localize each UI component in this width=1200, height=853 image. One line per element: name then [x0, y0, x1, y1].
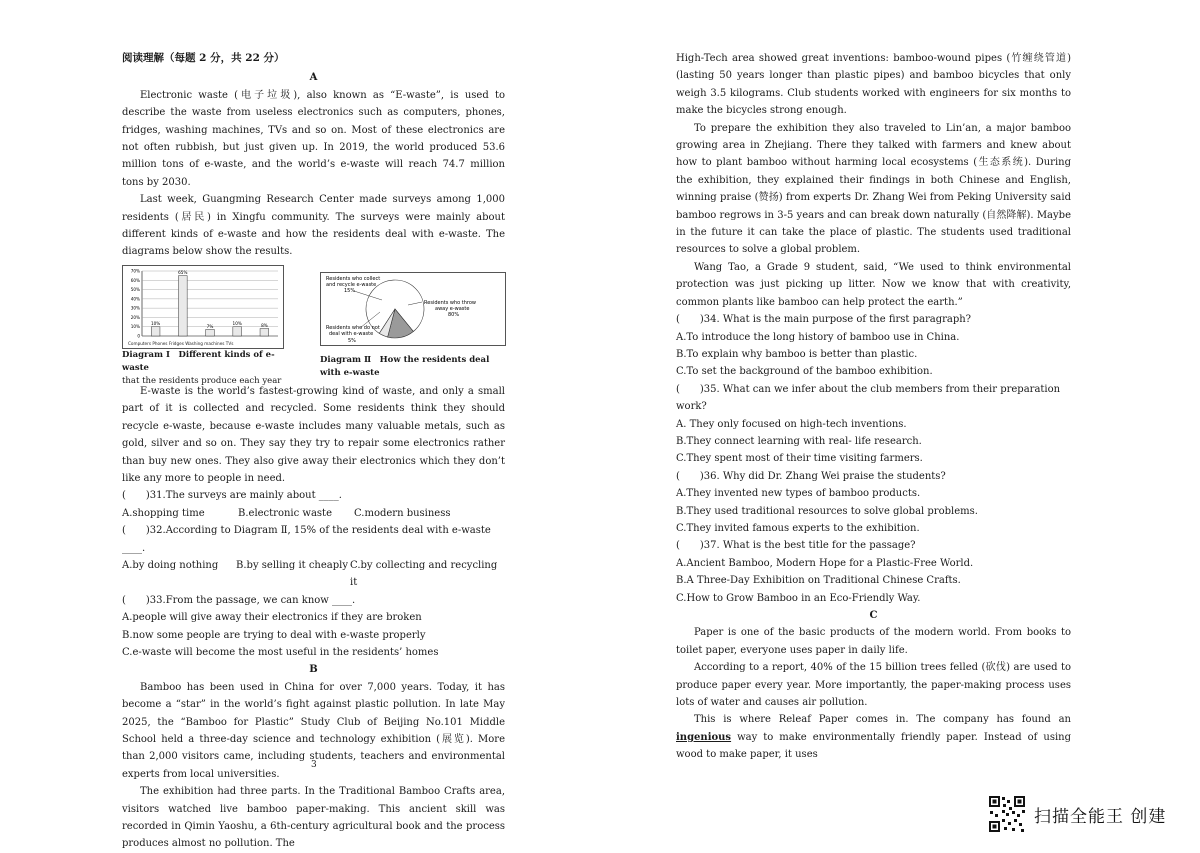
passage-c-letter: C: [869, 610, 878, 621]
bar-chart-y-tick: 60%: [130, 277, 140, 283]
scanner-watermark-text: 扫描全能王 创建: [1034, 806, 1167, 827]
question-33-option-b: B.now some people are trying to deal with e-waste properly: [122, 629, 426, 641]
bar-phones: [178, 276, 187, 336]
passage-b-paragraph-2: The exhibition had three parts. In the Traditional Bamboo Crafts area, visitors watched live bamboo paper-making. This ancient skill was recorded in Qimin Yaoshu, a 6th-century agricultural book and the process produces almost no pollution. The: [122, 786, 505, 850]
diagram-1-caption-line-2: that the residents produce each year: [122, 375, 282, 386]
bar-chart-y-tick: 0: [137, 333, 140, 339]
passage-a-paragraph-2: Last week, Guangming Research Center made surveys among 1,000 residents (居民) in Xingfu community. The surveys were mainly about different kinds of e-waste and how the residents deal with e-waste. The diagrams below show the results.: [122, 194, 505, 258]
bar-washing-machines: [233, 327, 242, 336]
passage-b-letter: B: [309, 664, 318, 676]
bar-chart-y-tick: 70%: [130, 268, 140, 274]
diagram-2: [320, 272, 506, 380]
question-37-option-c: C.How to Grow Bamboo in an Eco-Friendly Way.: [676, 592, 921, 604]
bar-tvs: [260, 328, 269, 335]
passage-a-letter: A: [309, 72, 318, 84]
question-37-option-a: A.Ancient Bamboo, Modern Hope for a Plastic-Free World.: [676, 557, 974, 569]
question-34-option-b: B.To explain why bamboo is better than plastic.: [676, 348, 918, 360]
bar-chart-y-tick: 10%: [130, 324, 140, 330]
passage-c-paragraph-3: This is where Releaf Paper comes in. The company has found an ingenious way to make environmentally friendly paper. Instead of using wood to make paper, it uses: [676, 714, 1071, 761]
question-31-option-c: C.modern business: [354, 507, 451, 519]
question-31-option-a: A.shopping time: [122, 507, 205, 519]
ingenious-word: ingenious: [676, 731, 732, 743]
pie-chart: [320, 272, 506, 346]
page-number: 3: [311, 760, 317, 770]
diagram-1: [122, 265, 284, 388]
passage-c-paragraph-2: According to a report, 40% of the 15 billion trees felled (砍伐) are used to produce paper every year. More importantly, the paper-making process uses lots of water and causes air pollution.: [676, 662, 1071, 709]
qr-code-icon: [988, 795, 1026, 833]
question-35-option-a: A. They only focused on high-tech inventions.: [676, 418, 907, 430]
pie-label-throw-pct: 80%: [448, 311, 460, 318]
question-36-option-b: B.They used traditional resources to solve global problems.: [676, 505, 978, 517]
question-32-options: [122, 557, 505, 592]
question-36-option-a: A.They invented new types of bamboo products.: [676, 488, 921, 500]
question-37: ( )37. What is the best title for the passage?: [676, 540, 916, 552]
diagram-2-caption: Diagram Ⅱ How the residents deal with e-waste: [320, 354, 490, 378]
passage-b-paragraph-4: Wang Tao, a Grade 9 student, said, “We used to think environmental protection was just picking up litter. Now we know that with creativity, common plants like bamboo can help protect the earth.”: [676, 261, 1071, 308]
passage-a-paragraph-3: E-waste is the world’s fastest-growing kind of waste, and only a small part of it is collected and recycled. Some residents think they should recycle e-waste, because e-waste includes many valuable metals, such as gold, silver and so on. They say they try to repair some electronics rather than buy new ones. They also give away their electronics which they don’t like any more to people in need.: [122, 385, 505, 484]
passage-b-paragraph-1: Bamboo has been used in China for over 7,000 years. Today, it has become a “star” in the world’s fight against plastic pollution. In late May 2025, the “Bamboo for Plastic” Study Club of Beijing No.101 Middle School held a three-day science and technology exhibition (展览). More than 2,000 visitors came, including students, teachers and environmental experts from local universities.: [122, 681, 505, 780]
pie-label-collect-1: Residents who collect: [326, 275, 381, 282]
passage-a-paragraph-1: Electronic waste (电子垃圾), also known as “E-waste”, is used to describe the waste from useless electronics such as computers, phones, fridges, washing machines, TVs and so on. Most of these electronics are not often rubbish, but just given up. In 2019, the world produced 53.6 million tons of e-waste, and the world’s e-waste will reach 74.7 million tons by 2030.: [122, 89, 505, 188]
bar-chart-y-tick: 30%: [130, 305, 140, 311]
question-32-option-a: A.by doing nothing: [122, 559, 219, 571]
question-32-option-b: B.by selling it cheaply: [236, 559, 349, 571]
bar-fridges: [206, 329, 215, 336]
right-column: [676, 50, 1071, 764]
question-31-options: [122, 505, 505, 522]
pie-label-collect-pct: 15%: [344, 287, 356, 294]
question-34-option-a: A.To introduce the long history of bamboo use in China.: [676, 331, 960, 343]
question-33-option-c: C.e-waste will become the most useful in the residents’ homes: [122, 646, 439, 658]
passage-b-paragraph-2-continued: High-Tech area showed great inventions: bamboo-wound pipes (竹缠绕管道) (lasting 50 years longer than plastic pipes) and bamboo bicycles that only weigh 3.5 kilograms. Club students worked with engineers for six months to make the bicycles strong enough.: [676, 53, 1071, 117]
question-31-option-b: B.electronic waste: [238, 507, 332, 519]
section-header: 阅读理解（每题 2 分，共 22 分）: [122, 52, 285, 64]
diagram-1-caption: Diagram Ⅰ Different kinds of e-waste: [122, 349, 275, 373]
bar-data-label: 10%: [232, 321, 242, 327]
question-32: ( )32.According to Diagram Ⅱ, 15% of the residents deal with e-waste ____.: [122, 525, 491, 554]
pie-label-none-2: deal with e-waste: [329, 330, 374, 337]
passage-b-paragraph-3: To prepare the exhibition they also traveled to Lin’an, a major bamboo growing area in Zhejiang. There they talked with farmers and knew about how to plant bamboo without harming local ecosystems (生态系统). During the exhibition, they explained their findings in both Chinese and English, winning praise (赞扬) from experts Dr. Zhang Wei from Peking University said bamboo regrows in 3-5 years and can break down naturally (自然降解). Maybe in the future it can take the place of plastic. The students used traditional resources to solve a global problem.: [676, 122, 1071, 256]
question-36: ( )36. Why did Dr. Zhang Wei praise the students?: [676, 470, 946, 482]
bar-chart-y-tick: 20%: [130, 314, 140, 320]
bar-chart-y-tick: 40%: [130, 296, 140, 302]
passage-c-paragraph-1: Paper is one of the basic products of the modern world. From books to toilet paper, everyone uses paper in daily life.: [676, 627, 1071, 656]
bar-computers: [151, 327, 160, 336]
question-34: ( )34. What is the main purpose of the first paragraph?: [676, 314, 972, 326]
bar-data-label: 7%: [206, 323, 214, 329]
bar-data-label: 10%: [150, 321, 161, 327]
left-column: [122, 50, 505, 853]
scanner-watermark: [988, 795, 1166, 833]
question-35-option-c: C.They spent most of their time visiting farmers.: [676, 453, 923, 465]
question-32-option-c: C.by collecting and recycling it: [350, 559, 498, 589]
question-35-option-b: B.They connect learning with real- life research.: [676, 435, 922, 447]
question-35: ( )35. What can we infer about the club members from their preparation work?: [676, 383, 1061, 413]
diagrams: [122, 265, 505, 386]
question-36-option-c: C.They invited famous experts to the exhibition.: [676, 522, 920, 534]
question-31: ( )31.The surveys are mainly about ____.: [122, 490, 342, 502]
bar-data-label: 65%: [178, 270, 188, 276]
question-37-option-b: B.A Three-Day Exhibition on Traditional Chinese Crafts.: [676, 575, 961, 587]
question-33: ( )33.From the passage, we can know ____.: [122, 594, 356, 606]
bar-data-label: 8%: [261, 322, 268, 328]
bar-chart: [122, 265, 284, 349]
bar-chart-y-tick: 50%: [130, 286, 140, 292]
bar-chart-category-labels: Computers Phones Fridges Washing machines TVs: [128, 340, 234, 346]
pie-label-throw-1: Residents who throw: [424, 299, 477, 306]
pie-label-collect-2: and recycle e-waste: [326, 281, 377, 288]
pie-label-none-1: Residents who do not: [326, 324, 380, 331]
pie-label-throw-2: away e-waste: [435, 305, 470, 312]
pie-label-none-pct: 5%: [348, 337, 356, 344]
question-34-option-c: C.To set the background of the bamboo exhibition.: [676, 366, 933, 378]
question-33-option-a: A.people will give away their electronics if they are broken: [122, 612, 422, 624]
